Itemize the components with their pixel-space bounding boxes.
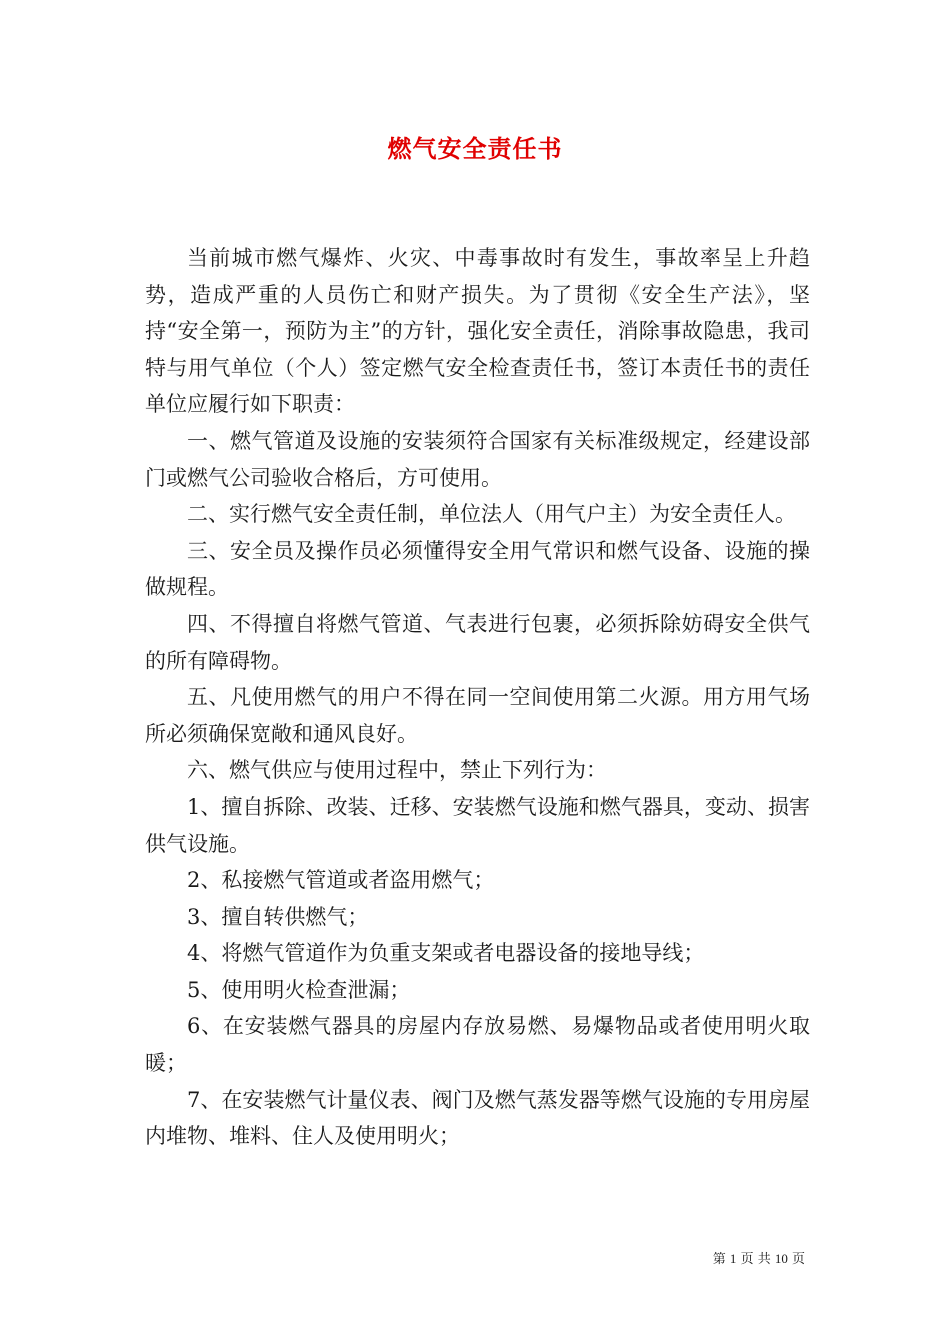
paragraph-item-4: 四、不得擅自将燃气管道、气表进行包裹，必须拆除妨碍安全供气的所有障碍物。 bbox=[145, 611, 810, 673]
paragraph-sub-1: 1、擅自拆除、改装、迁移、安装燃气设施和燃气器具，变动、损害供气设施。 bbox=[145, 794, 810, 856]
footer-prefix: 第 bbox=[712, 1252, 726, 1267]
footer-suffix: 页 bbox=[791, 1252, 805, 1267]
paragraph-item-6: 六、燃气供应与使用过程中，禁止下列行为： bbox=[187, 758, 607, 783]
footer-total-pages: 10 bbox=[774, 1251, 788, 1266]
paragraph-sub-3: 3、擅自转供燃气； bbox=[187, 904, 369, 929]
paragraph-intro: 当前城市燃气爆炸、火灾、中毒事故时有发生，事故率呈上升趋势，造成严重的人员伤亡和财产损失。为了贯彻《安全生产法》，坚持“安全第一，预防为主”的方针，强化安全责任，消除事故隐患，我司特与用气单位（个人）签定燃气安全检查责任书，签订本责任书的责任单位应履行如下职责： bbox=[145, 246, 810, 417]
paragraph-item-1: 一、燃气管道及设施的安装须符合国家有关标准级规定，经建设部门或燃气公司验收合格后，方可使用。 bbox=[145, 428, 810, 490]
paragraph-item-2: 二、实行燃气安全责任制，单位法人（用气户主）为安全责任人。 bbox=[187, 502, 796, 527]
paragraph-sub-5: 5、使用明火检查泄漏； bbox=[187, 977, 411, 1002]
paragraph-sub-2: 2、私接燃气管道或者盗用燃气； bbox=[187, 868, 495, 893]
footer-current-page: 1 bbox=[729, 1251, 737, 1266]
document-body bbox=[145, 240, 810, 1155]
footer-middle: 页 共 bbox=[740, 1252, 771, 1267]
paragraph-sub-6: 6、在安装燃气器具的房屋内存放易燃、易爆物品或者使用明火取暖； bbox=[145, 1014, 810, 1076]
paragraph-sub-7: 7、在安装燃气计量仪表、阀门及燃气蒸发器等燃气设施的专用房屋内堆物、堆料、住人及使用明火； bbox=[145, 1087, 810, 1149]
page-footer bbox=[713, 1248, 805, 1267]
paragraph-item-3: 三、安全员及操作员必须懂得安全用气常识和燃气设备、设施的操做规程。 bbox=[145, 538, 810, 600]
paragraph-item-5: 五、凡使用燃气的用户不得在同一空间使用第二火源。用方用气场所必须确保宽敞和通风良好。 bbox=[145, 685, 810, 746]
paragraph-sub-4: 4、将燃气管道作为负重支架或者电器设备的接地导线； bbox=[187, 941, 705, 966]
document-title: 燃气安全责任书 bbox=[387, 134, 563, 163]
